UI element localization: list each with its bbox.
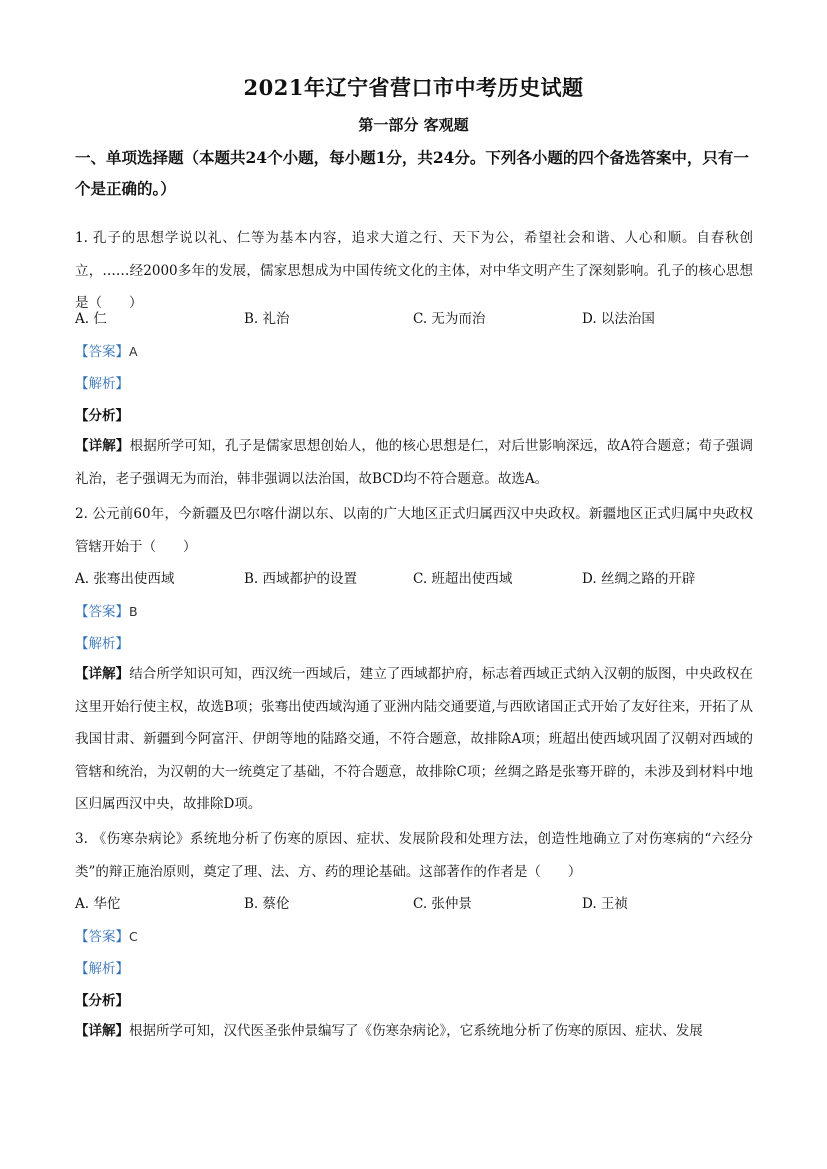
option-b: B. 西域都护的设置	[244, 571, 358, 587]
option-c: C. 班超出使西域	[413, 571, 513, 587]
detail-tag: 【详解】	[75, 1023, 129, 1039]
detail-text: 结合所学知识可知，西汉统一西域后，建立了西域都护府，标志着西域正式纳入汉朝的版图，中央政权在这里开始行使主权，故选B项；张骞出使西域沟通了亚洲内陆交通要道,与西欧诸国正式开始了友好往来，开拓了从我国甘肃、新疆到今阿富汗、伊朗等地的陆路交通，不符合题意，故排除A项；班超出使西域巩固了汉朝对西域的管辖和统治，为汉朝的大一统奠定了基础，不符合题意，故排除C项；丝绸之路是张骞开辟的，未涉及到材料中地区归属西汉中央，故排除D项。	[75, 666, 754, 812]
answer-tag: 【答案】	[75, 929, 129, 945]
detail-text: 根据所学可知，孔子是儒家思想创始人，他的核心思想是仁，对后世影响深远，故A符合题意；荀子强调礼治，老子强调无为而治，韩非强调以法治国，故BCD均不符合题意。故选A。	[75, 438, 754, 487]
detail-text: 根据所学可知，汉代医圣张仲景编写了《伤寒杂病论》，它系统地分析了伤寒的原因、症状、发展	[129, 1023, 703, 1039]
question-1-options	[75, 307, 755, 331]
question-1-stem: 1. 孔子的思想学说以礼、仁等为基本内容，追求大道之行、天下为公，希望社会和谐、人心和顺。自春秋创立，……经2000多年的发展，儒家思想成为中国传统文化的主体，对中华文明产生了深刻影响。孔子的核心思想是（ ）	[75, 230, 753, 311]
option-d: D. 王祯	[582, 896, 628, 912]
answer-line-3	[75, 925, 138, 945]
option-c: C. 无为而治	[413, 311, 486, 327]
option-b: B. 蔡伦	[244, 896, 290, 912]
option-d: D. 丝绸之路的开辟	[582, 571, 696, 587]
page-title: 2021年辽宁省营口市中考历史试题	[243, 75, 584, 100]
breakdown-tag: 【分析】	[75, 993, 129, 1009]
detail-tag: 【详解】	[75, 438, 130, 454]
option-d: D. 以法治国	[582, 311, 655, 327]
answer-line-1	[75, 340, 138, 360]
answer-value: C	[129, 929, 138, 944]
analysis-tag: 【解析】	[75, 636, 129, 652]
analysis-tag: 【解析】	[75, 961, 129, 977]
question-2-stem: 2. 公元前60年，今新疆及巴尔喀什湖以东、以南的广大地区正式归属西汉中央政权。新疆地区正式归属中央政权管辖开始于（ ）	[75, 506, 753, 555]
question-3-options	[75, 892, 755, 916]
question-3-detail	[75, 1015, 753, 1048]
answer-tag: 【答案】	[75, 344, 129, 360]
question-2-detail	[75, 658, 753, 821]
question-1-detail	[75, 430, 753, 495]
question-2-options	[75, 567, 755, 591]
breakdown-tag: 【分析】	[75, 408, 129, 424]
section-heading: 一、单项选择题（本题共24个小题，每小题1分，共24分。下列各小题的四个备选答案中，只有一个是正确的。）	[75, 148, 749, 198]
answer-value: B	[129, 604, 138, 619]
part-heading: 第一部分 客观题	[358, 116, 469, 134]
option-b: B. 礼治	[244, 311, 290, 327]
answer-value: A	[129, 344, 138, 359]
option-a: A. 仁	[75, 311, 107, 327]
answer-line-2	[75, 600, 138, 620]
analysis-tag: 【解析】	[75, 376, 129, 392]
option-c: C. 张仲景	[413, 896, 472, 912]
option-a: A. 张骞出使西域	[75, 571, 175, 587]
option-a: A. 华佗	[75, 896, 121, 912]
question-3-stem: 3. 《伤寒杂病论》系统地分析了伤寒的原因、症状、发展阶段和处理方法，创造性地确立了对伤寒病的“六经分类”的辩正施治原则，奠定了理、法、方、药的理论基础。这部著作的作者是（ ）	[75, 831, 753, 880]
detail-tag: 【详解】	[75, 666, 130, 682]
answer-tag: 【答案】	[75, 604, 129, 620]
